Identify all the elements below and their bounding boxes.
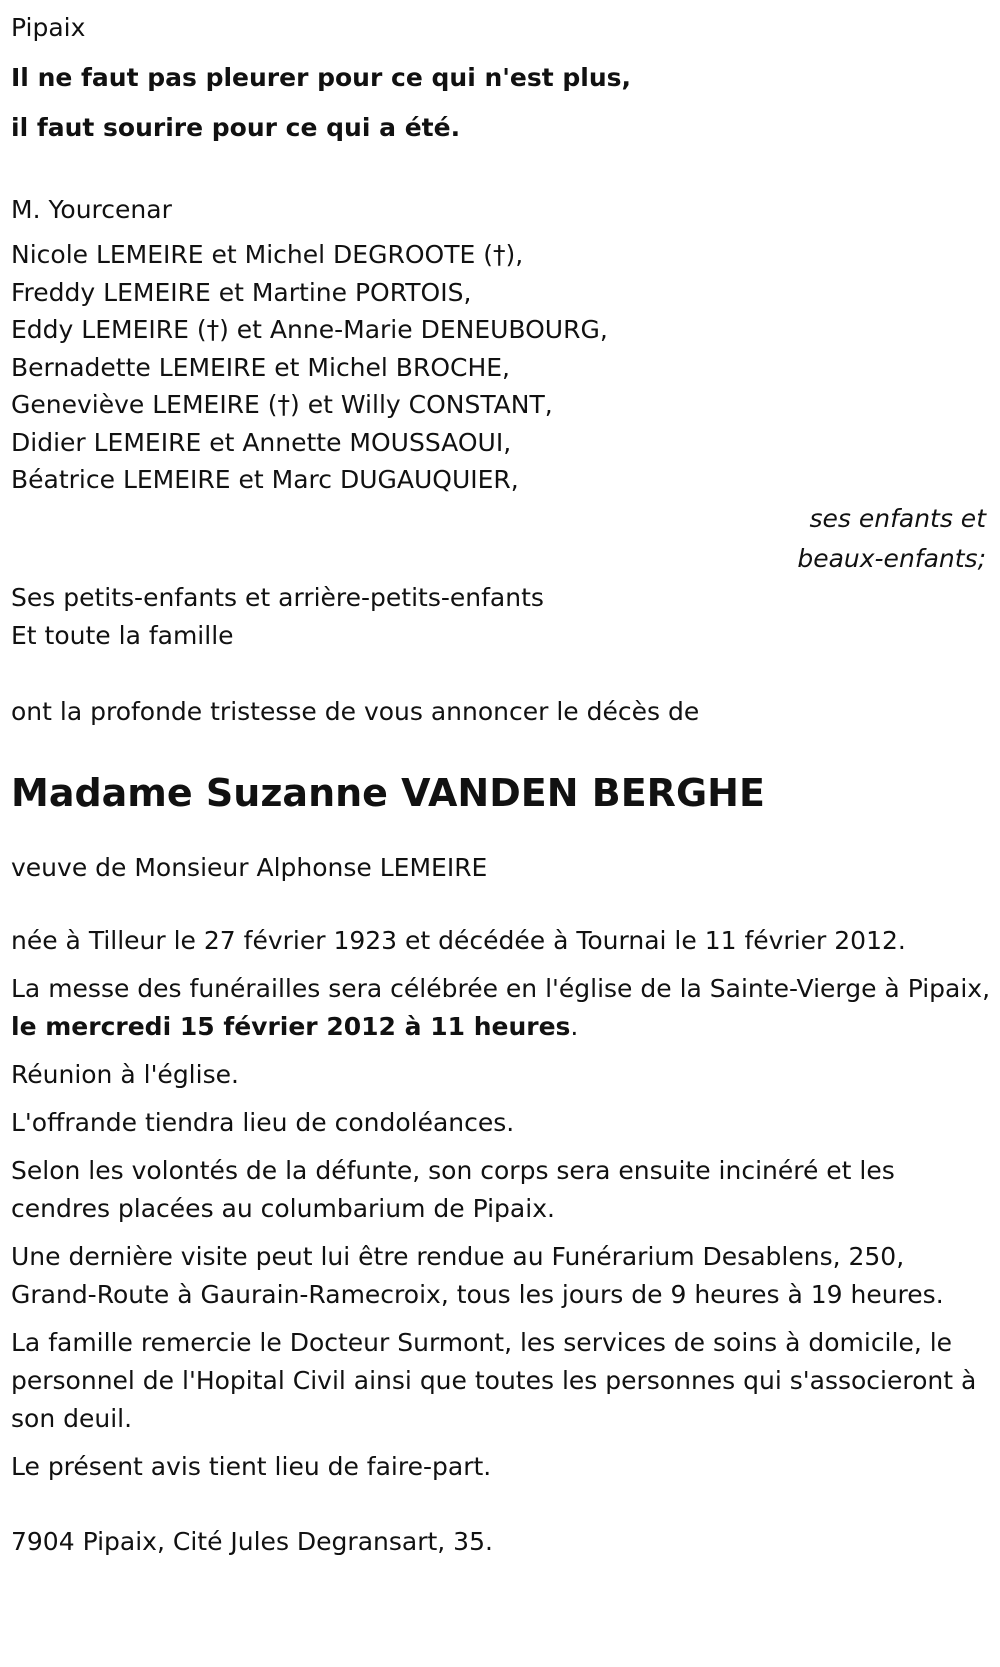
child-couple: Didier LEMEIRE et Annette MOUSSAOUI,: [11, 427, 512, 457]
whole-family-line: Et toute la famille: [11, 620, 234, 650]
child-couple: Bernadette LEMEIRE et Michel BROCHE,: [11, 352, 510, 382]
family-address: 7904 Pipaix, Cité Jules Degransart, 35.: [11, 1526, 493, 1556]
children-note: [0, 499, 996, 579]
family-first-name: M. Yourcenar: [11, 195, 172, 224]
birth-death-dates: née à Tilleur le 27 février 1923 et décédée à Tournai le 11 février 2012.: [11, 925, 906, 955]
widow-of: veuve de Monsieur Alphonse LEMEIRE: [11, 852, 488, 882]
mass-end: .: [570, 1011, 579, 1041]
visit-note: Une dernière visite peut lui être rendue au Funérarium Desablens, 250, Grand-Route à Gaurain-Ramecroix, tous les jours de 9 heures à 19 heures.: [11, 1241, 944, 1309]
quote-line-2: il faut sourire pour ce qui a été.: [11, 113, 461, 142]
funeral-mass: [11, 970, 991, 1046]
children-note-line-1: ses enfants et: [809, 503, 986, 533]
child-couple: Freddy LEMEIRE et Martine PORTOIS,: [11, 277, 472, 307]
child-couple: Nicole LEMEIRE et Michel DEGROOTE (†),: [11, 240, 524, 269]
deceased-name: Madame Suzanne VANDEN BERGHE: [11, 770, 765, 815]
child-couple: Eddy LEMEIRE (†) et Anne-Marie DENEUBOURG,: [11, 315, 608, 344]
announcement-intro: ont la profonde tristesse de vous annoncer le décès de: [11, 696, 700, 726]
thanks-note: La famille remercie le Docteur Surmont, les services de soins à domicile, le personnel de l'Hopital Civil ainsi que toutes les personnes qui s'associeront à son deuil.: [11, 1327, 977, 1433]
meeting-place: Réunion à l'église.: [11, 1059, 239, 1089]
place-name: Pipaix: [11, 13, 86, 42]
quote-line-1: Il ne faut pas pleurer pour ce qui n'est plus,: [11, 63, 632, 92]
children-list: [11, 236, 996, 499]
obituary-notice: [11, 8, 996, 1562]
child-couple: Geneviève LEMEIRE (†) et Willy CONSTANT,: [11, 390, 553, 419]
cremation-note: Selon les volontés de la défunte, son corps sera ensuite incinéré et les cendres placées au columbarium de Pipaix.: [11, 1155, 895, 1223]
child-couple: Béatrice LEMEIRE et Marc DUGAUQUIER,: [11, 465, 519, 494]
notice-note: Le présent avis tient lieu de faire-part.: [11, 1451, 492, 1481]
mass-text: La messe des funérailles sera célébrée en l'église de la Sainte-Vierge à Pipaix,: [11, 973, 991, 1003]
children-note-line-2: beaux-enfants;: [797, 543, 986, 573]
grandchildren-line: Ses petits-enfants et arrière-petits-enfants: [11, 582, 544, 612]
offering-note: L'offrande tiendra lieu de condoléances.: [11, 1107, 515, 1137]
mass-date: le mercredi 15 février 2012 à 11 heures: [11, 1011, 571, 1041]
